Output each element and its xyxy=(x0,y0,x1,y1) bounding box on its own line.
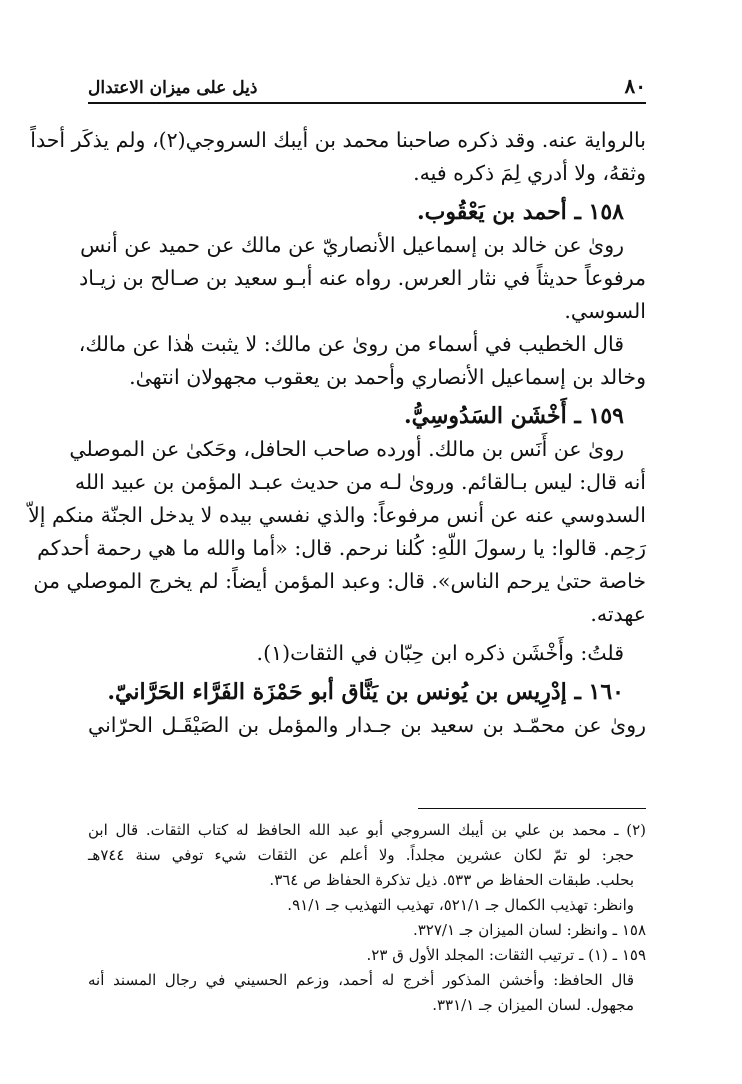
entry-title-158: ١٥٨ ـ أحمد بن يَعْقُوب. xyxy=(417,199,624,225)
text-line: مرفوعاً حديثاً في نثار العرس. رواه عنه أبـو سعيد بن صـالح بن زيـاد xyxy=(79,266,646,290)
running-title: ذيل على ميزان الاعتدال xyxy=(88,78,258,98)
text-line: بالرواية عنه. وقد ذكره صاحبنا محمد بن أيبك السروجي(٢)، ولم يذكَر أحداً xyxy=(30,128,646,152)
text-line: خاصة حتىٰ يرحم الناس». قال: وعبد المؤمن أيضاً: لم يخرج الموصلي من xyxy=(33,569,646,593)
footnote-line: ١٥٩ ـ (١) ـ ترتيب الثقات: المجلد الأول ق ٢٣. xyxy=(366,946,646,964)
footnote-line: (٢) ـ محمد بن علي بن أيبك السروجي أبو عبد الله الحافظ له كتاب الثقات. قال ابن xyxy=(88,821,646,839)
entry-title-160: ١٦٠ ـ إدْرِيس بن يُونس بن يَنَّاق أبو حَمْزَة الفَرَّاء الحَرَّانيّ. xyxy=(107,679,624,705)
text-line: أنه قال: ليس بـالقائم. وروىٰ لـه من حديث عبـد المؤمن بن عبيد الله xyxy=(74,470,646,494)
text-line: السدوسي عنه عن أنس مرفوعاً: والذي نفسي بيده لا يدخل الجنّة منكم إلاّ xyxy=(28,503,646,527)
main-text xyxy=(28,124,646,742)
text-line: قلتُ: وأَخْشَن ذكره ابن حِبّان في الثقات(١). xyxy=(256,641,624,665)
text-line: رَحِم. قالوا: يا رسولَ اللّهِ: كُلنا نرحم. قال: «أما والله ما هي رحمة أحدكم xyxy=(37,536,646,560)
entry-title-159: ١٥٩ ـ أَخْشَن السَدُوسِيُّ. xyxy=(403,403,624,429)
footnote-line: ١٥٨ ـ وانظر: لسان الميزان جـ ٣٢٧/١. xyxy=(412,921,646,939)
footnote-line: وانظر: تهذيب الكمال جـ ٥٢١/١، تهذيب التهذيب جـ ٩١/١. xyxy=(287,896,634,914)
footnote-divider xyxy=(418,808,646,809)
page-number: ٨٠ xyxy=(624,74,646,98)
text-line: روىٰ عن محمّـد بن سعيد بن جـدار والمؤمل بن الصَيْقَـل الحرّاني xyxy=(88,713,646,737)
footnote-line: مجهول. لسان الميزان جـ ٣٣١/١. xyxy=(432,996,634,1014)
text-line: روىٰ عن خالد بن إسماعيل الأنصاريّ عن مالك عن حميد عن أنس xyxy=(80,233,624,257)
text-line: قال الخطيب في أسماء من روىٰ عن مالك: لا يثبت هٰذا عن مالك، xyxy=(78,332,624,356)
text-line: عهدته. xyxy=(590,602,646,626)
text-line: وثقهُ، ولا أدري لِمَ ذكره فيه. xyxy=(413,161,646,185)
text-line: وخالد بن إسماعيل الأنصاري وأحمد بن يعقوب مجهولان انتهىٰ. xyxy=(129,365,646,389)
text-line: السوسي. xyxy=(564,299,646,323)
footnote-line: بحلب. طبقات الحفاظ ص ٥٣٣. ذيل تذكرة الحفاظ ص ٣٦٤. xyxy=(269,871,634,889)
page-header xyxy=(88,74,646,104)
footnote-line: حجر: لو تمّ لكان عشرين مجلداً. ولا أعلم عن الثقات شيء توفي سنة ٧٤٤هـ xyxy=(88,846,634,864)
footnote-line: قال الحافظ: وأخشن المذكور أخرج له أحمد، وزعم الحسيني في رجال المسند أنه xyxy=(88,971,634,989)
text-line: روىٰ عن أَنَس بن مالك. أورده صاحب الحافل، وحَكىٰ عن الموصلي xyxy=(69,437,624,461)
footnotes xyxy=(88,818,646,1018)
